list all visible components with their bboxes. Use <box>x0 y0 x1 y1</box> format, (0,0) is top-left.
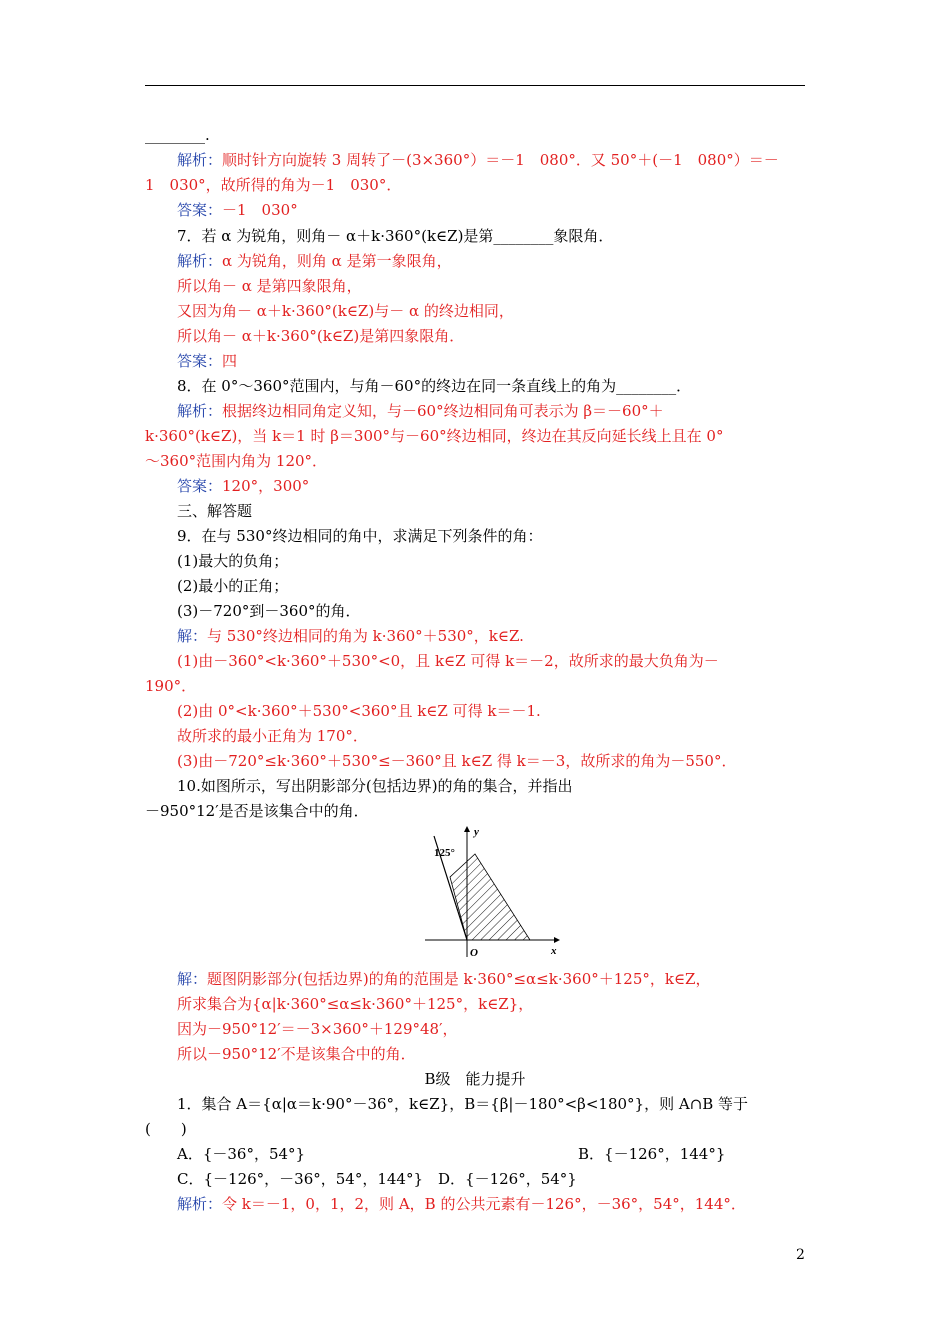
origin-label: O <box>470 947 478 959</box>
q9-part-3: (3)－720°到－360°的角． <box>177 602 361 620</box>
b-question-1-paren: ( ) <box>145 1120 187 1138</box>
solution-label: 解析： <box>177 402 223 420</box>
angle-label: 125° <box>434 847 455 859</box>
solution-label: 解： <box>177 627 208 645</box>
solution-label: 解： <box>177 970 208 988</box>
q7-solution-line-3: 又因为角－ α＋k·360°(k∈Z)与－ α 的终边相同， <box>177 302 514 320</box>
q8-solution-line-2: k·360°(k∈Z)，当 k＝1 时 β＝300°与－60°终边相同，终边在其反向延长线上且在 0° <box>145 427 724 445</box>
q9-solution-line-1: 解：与 530°终边相同的角为 k·360°＋530°，k∈Z. <box>177 627 524 645</box>
options-c-d: C．{－126°，－36°，54°，144°} D．{－126°，54°} <box>177 1170 577 1188</box>
page-number: 2 <box>796 1247 805 1263</box>
q10-solution-line-1: 解：题图阴影部分(包括边界)的角的范围是 k·360°≤α≤k·360°＋125°，k∈Z， <box>177 970 711 988</box>
q8-solution-line-3: ～360°范围内角为 120°． <box>145 452 328 470</box>
q7-solution-line-2: 所以角－ α 是第四象限角， <box>177 277 362 295</box>
q6-solution-line-1: 解析：顺时针方向旋转 3 周转了－(3×360°）＝－1 080°．又 50°＋(－1 080°）＝－ <box>177 151 779 169</box>
option-b: B．{－126°，144°} <box>578 1145 726 1163</box>
x-axis-label: x <box>551 945 557 957</box>
q9-part-2: (2)最小的正角； <box>177 577 289 595</box>
level-b-heading: B级 能力提升 <box>424 1070 526 1088</box>
answer-label: 答案： <box>177 352 223 370</box>
q7-solution-line-1: 解析：α 为锐角，则角 α 是第一象限角， <box>177 252 452 270</box>
answer-label: 答案： <box>177 201 223 219</box>
solution-label: 解析： <box>177 151 223 169</box>
solution-label: 解析： <box>177 1195 223 1213</box>
q8-solution-line-1: 解析：根据终边相同角定义知，与－60°终边相同角可表示为 β＝－60°＋ <box>177 402 664 420</box>
angle-figure <box>420 822 565 962</box>
q10-solution-line-2: 所求集合为{α|k·360°≤α≤k·360°＋125°，k∈Z}， <box>177 995 534 1013</box>
question-10-line-1: 10.如图所示，写出阴影部分(包括边界)的角的集合，并指出 <box>177 777 573 795</box>
q10-solution-line-4: 所以－950°12′不是该集合中的角． <box>177 1045 416 1063</box>
q9-solution-line-6: (3)由－720°≤k·360°＋530°≤－360°且 k∈Z 得 k＝－3，故所求的角为－550°． <box>177 752 737 770</box>
q9-solution-line-5: 故所求的最小正角为 170°． <box>177 727 368 745</box>
answer-label: 答案： <box>177 477 223 495</box>
y-axis-arrow <box>464 826 470 832</box>
shaded-region <box>450 854 530 940</box>
x-axis-arrow <box>554 937 560 943</box>
question-8: 8．在 0°～360°范围内，与角－60°的终边在同一条直线上的角为________． <box>177 377 692 395</box>
option-a: A．{－36°，54°} <box>177 1145 306 1163</box>
q10-solution-line-3: 因为－950°12′＝－3×360°＋129°48′， <box>177 1020 458 1038</box>
q7-answer: 答案：四 <box>177 352 238 370</box>
q9-solution-line-4: (2)由 0°<k·360°＋530°<360°且 k∈Z 可得 k＝－1. <box>177 702 541 720</box>
blank-line: ________. <box>145 126 210 144</box>
q9-solution-line-3: 190°． <box>145 677 197 695</box>
section-heading: 三、解答题 <box>177 502 253 520</box>
question-7: 7．若 α 为锐角，则角－ α＋k·360°(k∈Z)是第________象限角． <box>177 227 614 245</box>
q6-solution-line-2: 1 030°，故所得的角为－1 030°． <box>145 176 402 194</box>
q6-answer: 答案：－1 030° <box>177 201 298 219</box>
q8-answer: 答案：120°，300° <box>177 477 310 495</box>
header-rule <box>145 85 805 86</box>
question-10-line-2: －950°12′是否是该集合中的角． <box>145 802 369 820</box>
question-9: 9．在与 530°终边相同的角中，求满足下列条件的角： <box>177 527 543 545</box>
q7-solution-line-4: 所以角－ α＋k·360°(k∈Z)是第四象限角． <box>177 327 465 345</box>
b-question-1: 1．集合 A＝{α|α＝k·90°－36°，k∈Z}，B＝{β|－180°<β<180°}，则 A∩B 等于 <box>177 1095 749 1113</box>
solution-label: 解析： <box>177 252 223 270</box>
y-axis-label: y <box>474 826 479 838</box>
q9-part-1: (1)最大的负角； <box>177 552 289 570</box>
b-q1-solution: 解析：令 k＝－1，0，1，2，则 A，B 的公共元素有－126°，－36°，54°，144°． <box>177 1195 746 1213</box>
q9-solution-line-2: (1)由－360°<k·360°＋530°<0，且 k∈Z 可得 k＝－2，故所求的最大负角为－ <box>177 652 719 670</box>
